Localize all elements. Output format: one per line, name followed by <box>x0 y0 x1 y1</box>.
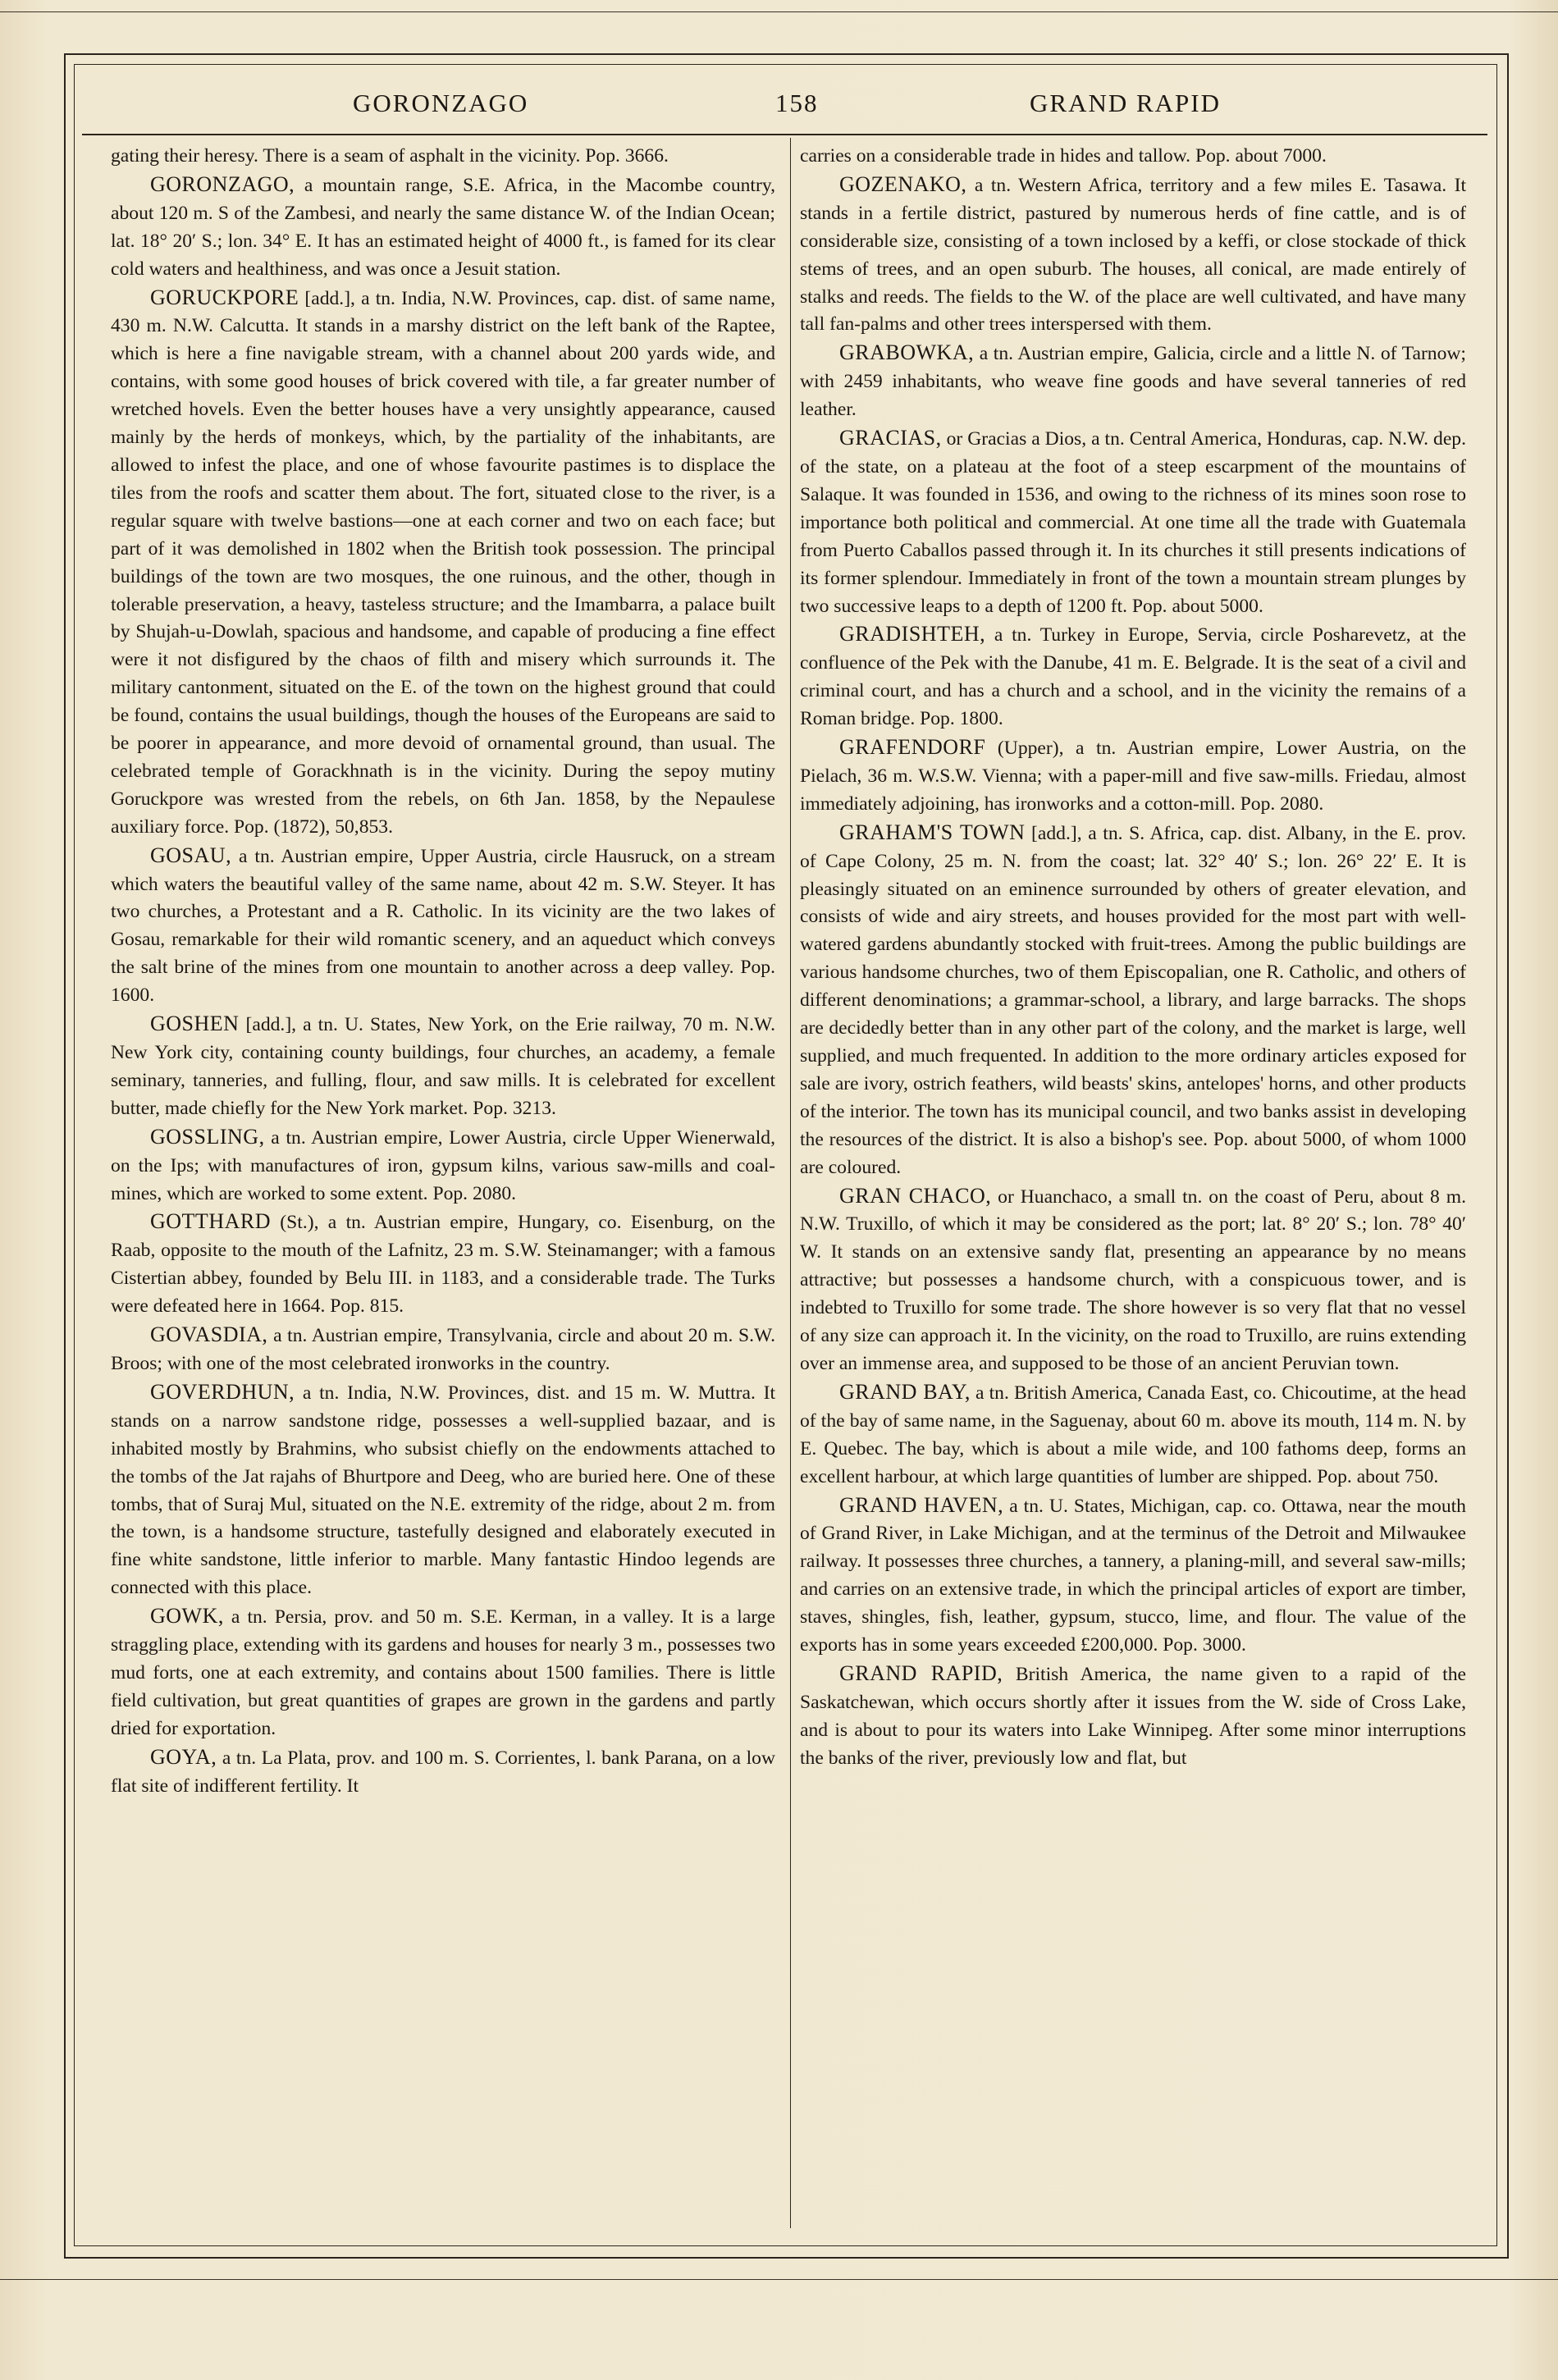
entry-headword: GRAN CHACO, <box>839 1183 992 1208</box>
entry <box>111 284 775 842</box>
entry-headword: GRABOWKA, <box>839 340 975 365</box>
entry-headword: GRAND RAPID, <box>839 1661 1003 1685</box>
entry <box>111 171 775 284</box>
entry-headword: GOVERDHUN, <box>150 1379 295 1404</box>
entry-text: a tn. Turkey in Europe, Servia, circle Posharevetz, at the confluence of the Pek with the Danube, 41 m. E. Belgrade. It is the seat of a civil and criminal court, and has a church and a school, and in the vicinity the remains of a Roman bridge. Pop. 1800. <box>800 624 1466 730</box>
left-column <box>111 141 775 1800</box>
entry <box>800 424 1466 620</box>
entry <box>800 1491 1466 1660</box>
entry-headword: GOWK, <box>150 1604 224 1629</box>
entry <box>800 620 1466 733</box>
entry <box>800 141 1466 171</box>
entry-text: a mountain range, S.E. Africa, in the Macombe country, about 120 m. S of the Zambesi, and nearly the same distance W. of the Indian Ocean; lat. 18° 20′ S.; lon. 34° E. It has an estimated height of 4000 ft., is famed for its clear cold waters and healthiness, and was once a Jesuit station. <box>111 174 775 280</box>
entry-text: carries on a considerable trade in hides and tallow. Pop. about 7000. <box>800 145 1327 167</box>
bottom-edge-rule <box>0 2279 1558 2280</box>
entry <box>800 1378 1466 1491</box>
entry-text: a tn. British America, Canada East, co. Chicoutime, at the head of the bay of same name, in the Saguenay, about 60 m. above its mouth, 114 m. N. by E. Quebec. The bay, which is about a mile wide, and 100 fathoms deep, forms an excellent harbour, at which large quantities of lumber are shipped. Pop. about 750. <box>800 1382 1467 1487</box>
entry-text: a tn. Austrian empire, Upper Austria, circle Hausruck, on a stream which waters the beautiful valley of the same name, about 42 m. S.W. Steyer. It has two churches, a Protestant and a R. Catholic. In its vicinity are the two lakes of Gosau, remarkable for their wild romantic scenery, and an aqueduct which conveys the salt brine of the mines from one mountain to another across a deep valley. Pop. 1600. <box>111 845 775 1007</box>
entry-headword: GRACIAS, <box>839 426 942 450</box>
entry-text: gating their heresy. There is a seam of asphalt in the vicinity. Pop. 3666. <box>111 145 669 167</box>
entry-text: a tn. U. States, Michigan, cap. co. Ottawa, near the mouth of Grand River, in Lake Michigan, and at the terminus of the Detroit and Milwaukee railway. It possesses three churches, a tannery, a planing-mill, and several saw-mills; and carries on an extensive trade, in which the principal articles of export are timber, staves, shingles, fish, leather, gypsum, stucco, lime, and flour. The value of the exports has in some years exceeded £200,000. Pop. 3000. <box>800 1495 1466 1656</box>
entry-text: a tn. Austrian empire, Galicia, circle and a little N. of Tarnow; with 2459 inhabitants, who weave fine goods and have several tanneries of red leather. <box>800 343 1466 421</box>
entry <box>800 1660 1466 1773</box>
entry <box>111 1123 775 1208</box>
entry <box>800 733 1466 819</box>
entry-text: or Gracias a Dios, a tn. Central America, Honduras, cap. N.W. dep. of the state, on a plateau at the foot of a steep escarpment of the mountains of Salaque. It was founded in 1536, and owing to the richness of its mines soon rose to importance both political and commercial. At one time all the trade with Guatemala from Puerto Caballos passed through it. In its churches it still presents indications of its former splendour. Immediately in front of the town a mountain stream plunges by two successive leaps to a depth of 1200 ft. Pop. about 5000. <box>800 428 1466 617</box>
right-column <box>800 141 1466 1773</box>
entry-headword: GORUCKPORE <box>150 285 299 309</box>
entry-headword: GOSHEN <box>150 1012 240 1036</box>
entry <box>111 1321 775 1378</box>
entry-text: a tn. Western Africa, territory and a few miles E. Tasawa. It stands in a fertile district, pastured by numerous herds of fine cattle, and is of considerable size, consisting of a town inclosed by a keffi, or close stockade of thick stems of trees, and an open suburb. The houses, all conical, are made entirely of stalks and reeds. The fields to the W. of the place are well cultivated, and have many tall fan-palms and other trees interspersed with them. <box>800 174 1466 336</box>
entry-text: British America, the name given to a rapid of the Saskatchewan, which occurs shortly after it issues from the W. side of Cross Lake, and is about to pour its waters into Lake Winnipeg. After some minor interruptions the banks of the river, previously low and flat, but <box>800 1663 1466 1769</box>
entry <box>800 819 1466 1182</box>
entry-headword: GOZENAKO, <box>839 171 967 196</box>
top-edge-rule <box>0 11 1558 12</box>
entry <box>111 842 775 1010</box>
entry <box>111 1208 775 1321</box>
entry-headword: GRAND HAVEN, <box>839 1492 1004 1517</box>
entry-text: a tn. Austrian empire, Transylvania, circle and about 20 m. S.W. Broos; with one of the most celebrated ironworks in the country. <box>111 1325 775 1374</box>
entry <box>111 141 775 171</box>
entry-text: a tn. Austrian empire, Lower Austria, circle Upper Wienerwald, on the Ips; with manufactures of iron, gypsum kilns, various saw-mills and coal-mines, which are worked to some extent. Pop. 2080. <box>111 1126 775 1204</box>
entry-headword: GRAHAM'S TOWN <box>839 820 1026 844</box>
running-header <box>82 82 1487 131</box>
entry <box>111 1010 775 1123</box>
entry-headword: GOSAU, <box>150 843 232 867</box>
entry-text: (St.), a tn. Austrian empire, Hungary, co. Eisenburg, on the Raab, opposite to the mouth of the Lafnitz, 23 m. S.W. Steinamanger; with a famous Cistertian abbey, founded by Belu III. in 1183, and a considerable trade. The Turks were defeated here in 1664. Pop. 815. <box>111 1212 775 1318</box>
entry <box>111 1378 775 1602</box>
header-right-guideword: GRAND RAPID <box>1030 89 1221 117</box>
entry-headword: GOTTHARD <box>150 1209 271 1234</box>
entry-text: [add.], a tn. S. Africa, cap. dist. Albany, in the E. prov. of Cape Colony, 25 m. N. from the coast; lat. 32° 40′ S.; lon. 26° 22′ E. It is pleasingly situated on an eminence surrounded by others of greater elevation, and consists of wide and airy streets, and houses provided for the most part with well-watered gardens abundantly stocked with fruit-trees. Among the public buildings are various handsome churches, two of them Episcopalian, one R. Catholic, and others of different denominations; a grammar-school, a library, and large barracks. The shops are decidedly better than in any other part of the colony, and the market is large, well supplied, and much frequented. In addition to the more ordinary articles exposed for sale are ivory, ostrich feathers, wild beasts' skins, antelopes' horns, and other products of the interior. The town has its municipal council, and two banks assist in developing the resources of the district. It is also a bishop's see. Pop. about 5000, of whom 1000 are coloured. <box>800 822 1466 1178</box>
entry <box>111 1743 775 1801</box>
entry-text: [add.], a tn. U. States, New York, on the Erie railway, 70 m. N.W. New York city, containing county buildings, four churches, an academy, a female seminary, tanneries, and fulling, flour, and saw mills. It is celebrated for excellent butter, made chiefly for the New York market. Pop. 3213. <box>111 1014 775 1119</box>
entry-text: a tn. India, N.W. Provinces, dist. and 15 m. W. Muttra. It stands on a narrow sandstone ridge, possesses a well-supplied bazaar, and is inhabited mostly by Brahmins, who subsist chiefly on the endowments attached to the tombs of the Jat rajahs of Bhurtpore and Deeg, who are buried here. One of these tombs, that of Suraj Mul, situated on the N.E. extremity of the ridge, about 2 m. from the town, is a handsome structure, tastefully designed and elaborately executed in fine white sandstone, little inferior to marble. Many fantastic Hindoo legends are connected with this place. <box>111 1382 775 1599</box>
entry-headword: GRAND BAY, <box>839 1379 971 1404</box>
entry-headword: GRAFENDORF <box>839 735 986 760</box>
entry-text: a tn. Persia, prov. and 50 m. S.E. Kerman, in a valley. It is a large straggling place, extending with its gardens and houses for nearly 3 m., possesses two mud forts, one at each extremity, and contains about 1500 families. There is little field cultivation, but great quantities of grapes are grown in the gardens and partly dried for exportation. <box>111 1606 775 1739</box>
entry-headword: GOVASDIA, <box>150 1322 268 1347</box>
entry-headword: GOSSLING, <box>150 1124 265 1149</box>
page-number: 158 <box>775 89 819 117</box>
entry-headword: GRADISHTEH, <box>839 622 986 646</box>
entry <box>111 1602 775 1743</box>
entry <box>800 171 1466 339</box>
entry-text: or Huanchaco, a small tn. on the coast of Peru, about 8 m. N.W. Truxillo, of which it may be considered as the port; lat. 8° 20′ S.; lon. 78° 40′ W. It stands on an extensive sandy flat, presenting an appearance by no means attractive; but possesses a handsome church, with a conspicuous tower, and is indebted to Truxillo for some trade. The shore however is so very flat that no vessel of any size can approach it. In the vicinity, on the road to Truxillo, are ruins extending over an immense area, and supposed to be those of an ancient Peruvian town. <box>800 1185 1466 1374</box>
header-rule <box>82 134 1487 135</box>
column-divider <box>790 138 791 2228</box>
entry-text: (Upper), a tn. Austrian empire, Lower Austria, on the Pielach, 36 m. W.S.W. Vienna; with a paper-mill and five saw-mills. Friedau, almost immediately adjoining, has ironworks and a cotton-mill. Pop. 2080. <box>800 738 1466 815</box>
entry-text: [add.], a tn. India, N.W. Provinces, cap. dist. of same name, 430 m. N.W. Calcutta. It stands in a marshy district on the left bank of the Raptee, which is here a fine navigable stream, with a channel about 200 yards wide, and contains, with some good houses of brick covered with tile, a far greater number of wretched hovels. Even the better houses have a very unsightly appearance, caused mainly by the herds of monkeys, which, by the partiality of the inhabitants, are allowed to infest the place, and one of whose favourite pastimes is to displace the tiles from the roofs and scatter them about. The fort, situated close to the river, is a regular square with twelve bastions—one at each corner and two on each face; but part of it was demolished in 1802 when the British took possession. The principal buildings of the town are two mosques, the one ruinous, and the other, though in tolerable preservation, a heavy, tasteless structure; and the Imambarra, a palace built by Shujah-u-Dowlah, spacious and handsome, and capable of producing a fine effect were it not disfigured by the chaos of filth and misery which surrounds it. The military cantonment, situated on the E. of the town on the highest ground that could be found, contains the usual buildings, though the houses of the Europeans are said to be poorer in appearance, and more devoid of ornamental ground, than usual. The celebrated temple of Gorackhnath is in the vicinity. During the sepoy mutiny Goruckpore was wrested from the rebels, on 6th Jan. 1858, by the Nepaulese auxiliary force. Pop. (1872), 50,853. <box>111 287 775 838</box>
entry-headword: GOYA, <box>150 1744 217 1769</box>
entry-headword: GORONZAGO, <box>150 171 295 196</box>
entry <box>800 339 1466 424</box>
entry <box>800 1182 1466 1378</box>
header-left-guideword: GORONZAGO <box>353 89 529 117</box>
entry-text: a tn. La Plata, prov. and 100 m. S. Corrientes, l. bank Parana, on a low flat site of indifferent fertility. It <box>111 1747 775 1797</box>
